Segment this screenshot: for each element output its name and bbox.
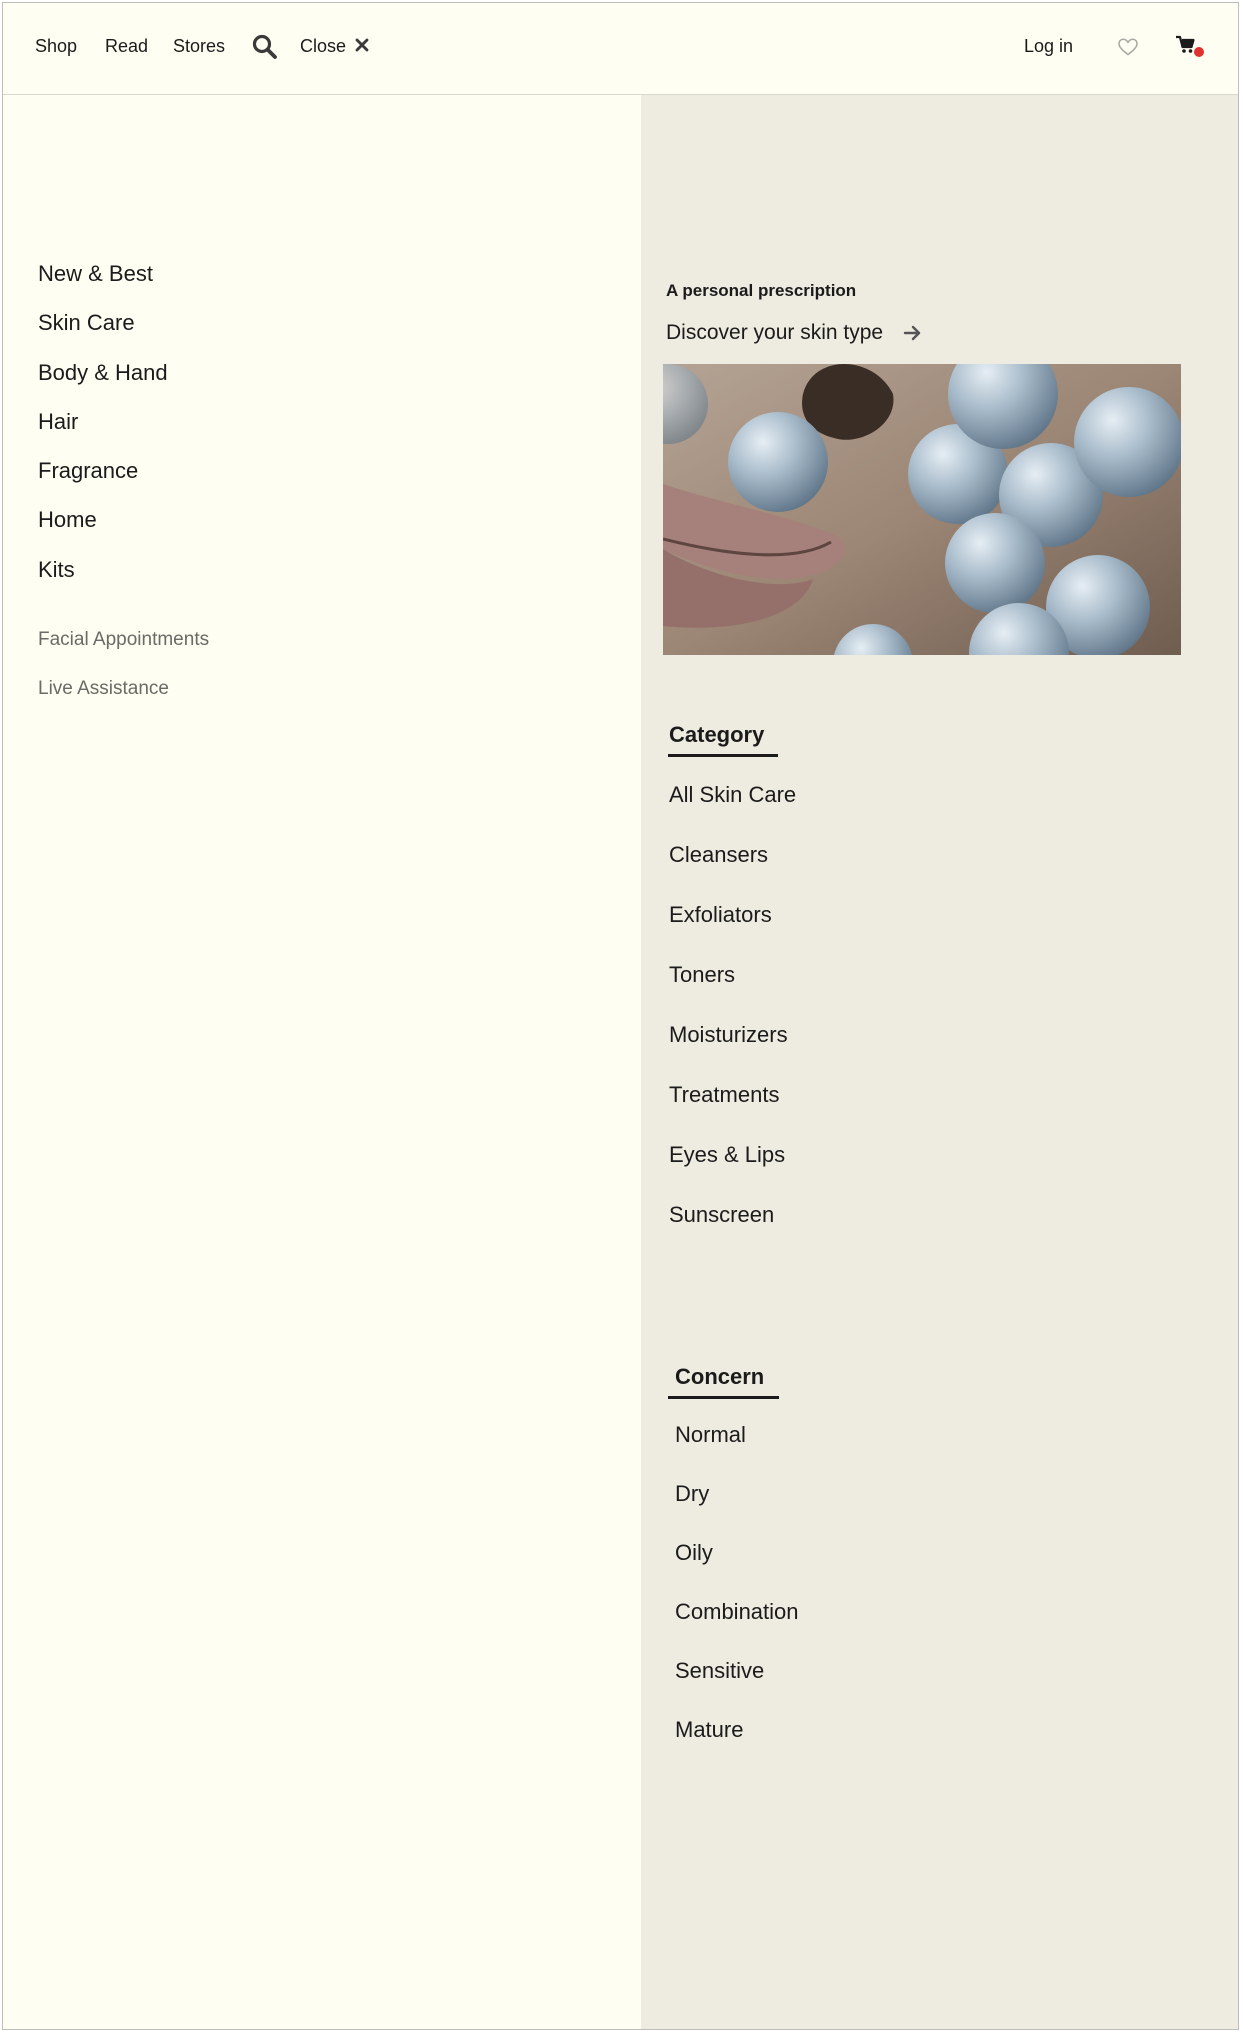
close-menu-label[interactable]: Close: [300, 36, 347, 56]
concern-item-combination[interactable]: Combination: [675, 1599, 799, 1624]
concern-heading[interactable]: Concern: [675, 1364, 765, 1389]
promo-link[interactable]: Discover your skin type: [666, 321, 884, 344]
concern-item-sensitive[interactable]: Sensitive: [675, 1658, 765, 1683]
category-item-sunscreen[interactable]: Sunscreen: [669, 1202, 775, 1227]
concern-item-oily[interactable]: Oily: [675, 1540, 713, 1565]
category-item-all-skin-care[interactable]: All Skin Care: [669, 782, 797, 807]
category-item-cleansers[interactable]: Cleansers: [669, 842, 769, 867]
category-item-exfoliators[interactable]: Exfoliators: [669, 902, 772, 927]
menu-item-live-assistance[interactable]: Live Assistance: [38, 678, 169, 699]
menu-item-new-best[interactable]: New & Best: [38, 261, 153, 286]
menu-item-body-hand[interactable]: Body & Hand: [38, 360, 168, 385]
menu-item-facial-appointments[interactable]: Facial Appointments: [38, 629, 210, 650]
cart-badge: [1194, 47, 1204, 57]
category-underline: [668, 754, 778, 757]
category-item-eyes-lips[interactable]: Eyes & Lips: [669, 1142, 786, 1167]
submenu-panel: [641, 95, 1239, 2030]
menu-item-kits[interactable]: Kits: [38, 557, 75, 582]
menu-item-skin-care[interactable]: Skin Care: [38, 310, 135, 335]
nav-stores-link[interactable]: Stores: [173, 36, 226, 56]
promo-kicker: A personal prescription: [666, 281, 857, 300]
category-item-toners[interactable]: Toners: [669, 962, 736, 987]
nav-shop-link[interactable]: Shop: [35, 36, 78, 56]
category-item-treatments[interactable]: Treatments: [669, 1082, 780, 1107]
concern-item-mature[interactable]: Mature: [675, 1717, 744, 1742]
close-icon[interactable]: [354, 37, 370, 53]
concern-item-normal[interactable]: Normal: [675, 1422, 746, 1447]
heart-icon[interactable]: [1117, 37, 1139, 57]
menu-item-home[interactable]: Home: [38, 507, 97, 532]
promo-image[interactable]: [663, 364, 1181, 655]
login-link[interactable]: Log in: [1024, 36, 1074, 56]
category-heading[interactable]: Category: [669, 722, 765, 747]
main-menu-panel: [3, 95, 641, 2030]
nav-read-link[interactable]: Read: [105, 36, 149, 56]
cart-icon[interactable]: [1175, 34, 1207, 60]
category-item-moisturizers[interactable]: Moisturizers: [669, 1022, 788, 1047]
menu-item-fragrance[interactable]: Fragrance: [38, 458, 139, 483]
arrow-right-icon[interactable]: [903, 323, 923, 343]
menu-item-hair[interactable]: Hair: [38, 409, 79, 434]
top-navigation-bar: [3, 3, 1238, 95]
search-icon[interactable]: [251, 33, 279, 61]
page-frame: [2, 2, 1239, 2030]
concern-underline: [668, 1396, 779, 1399]
concern-item-dry[interactable]: Dry: [675, 1481, 710, 1506]
